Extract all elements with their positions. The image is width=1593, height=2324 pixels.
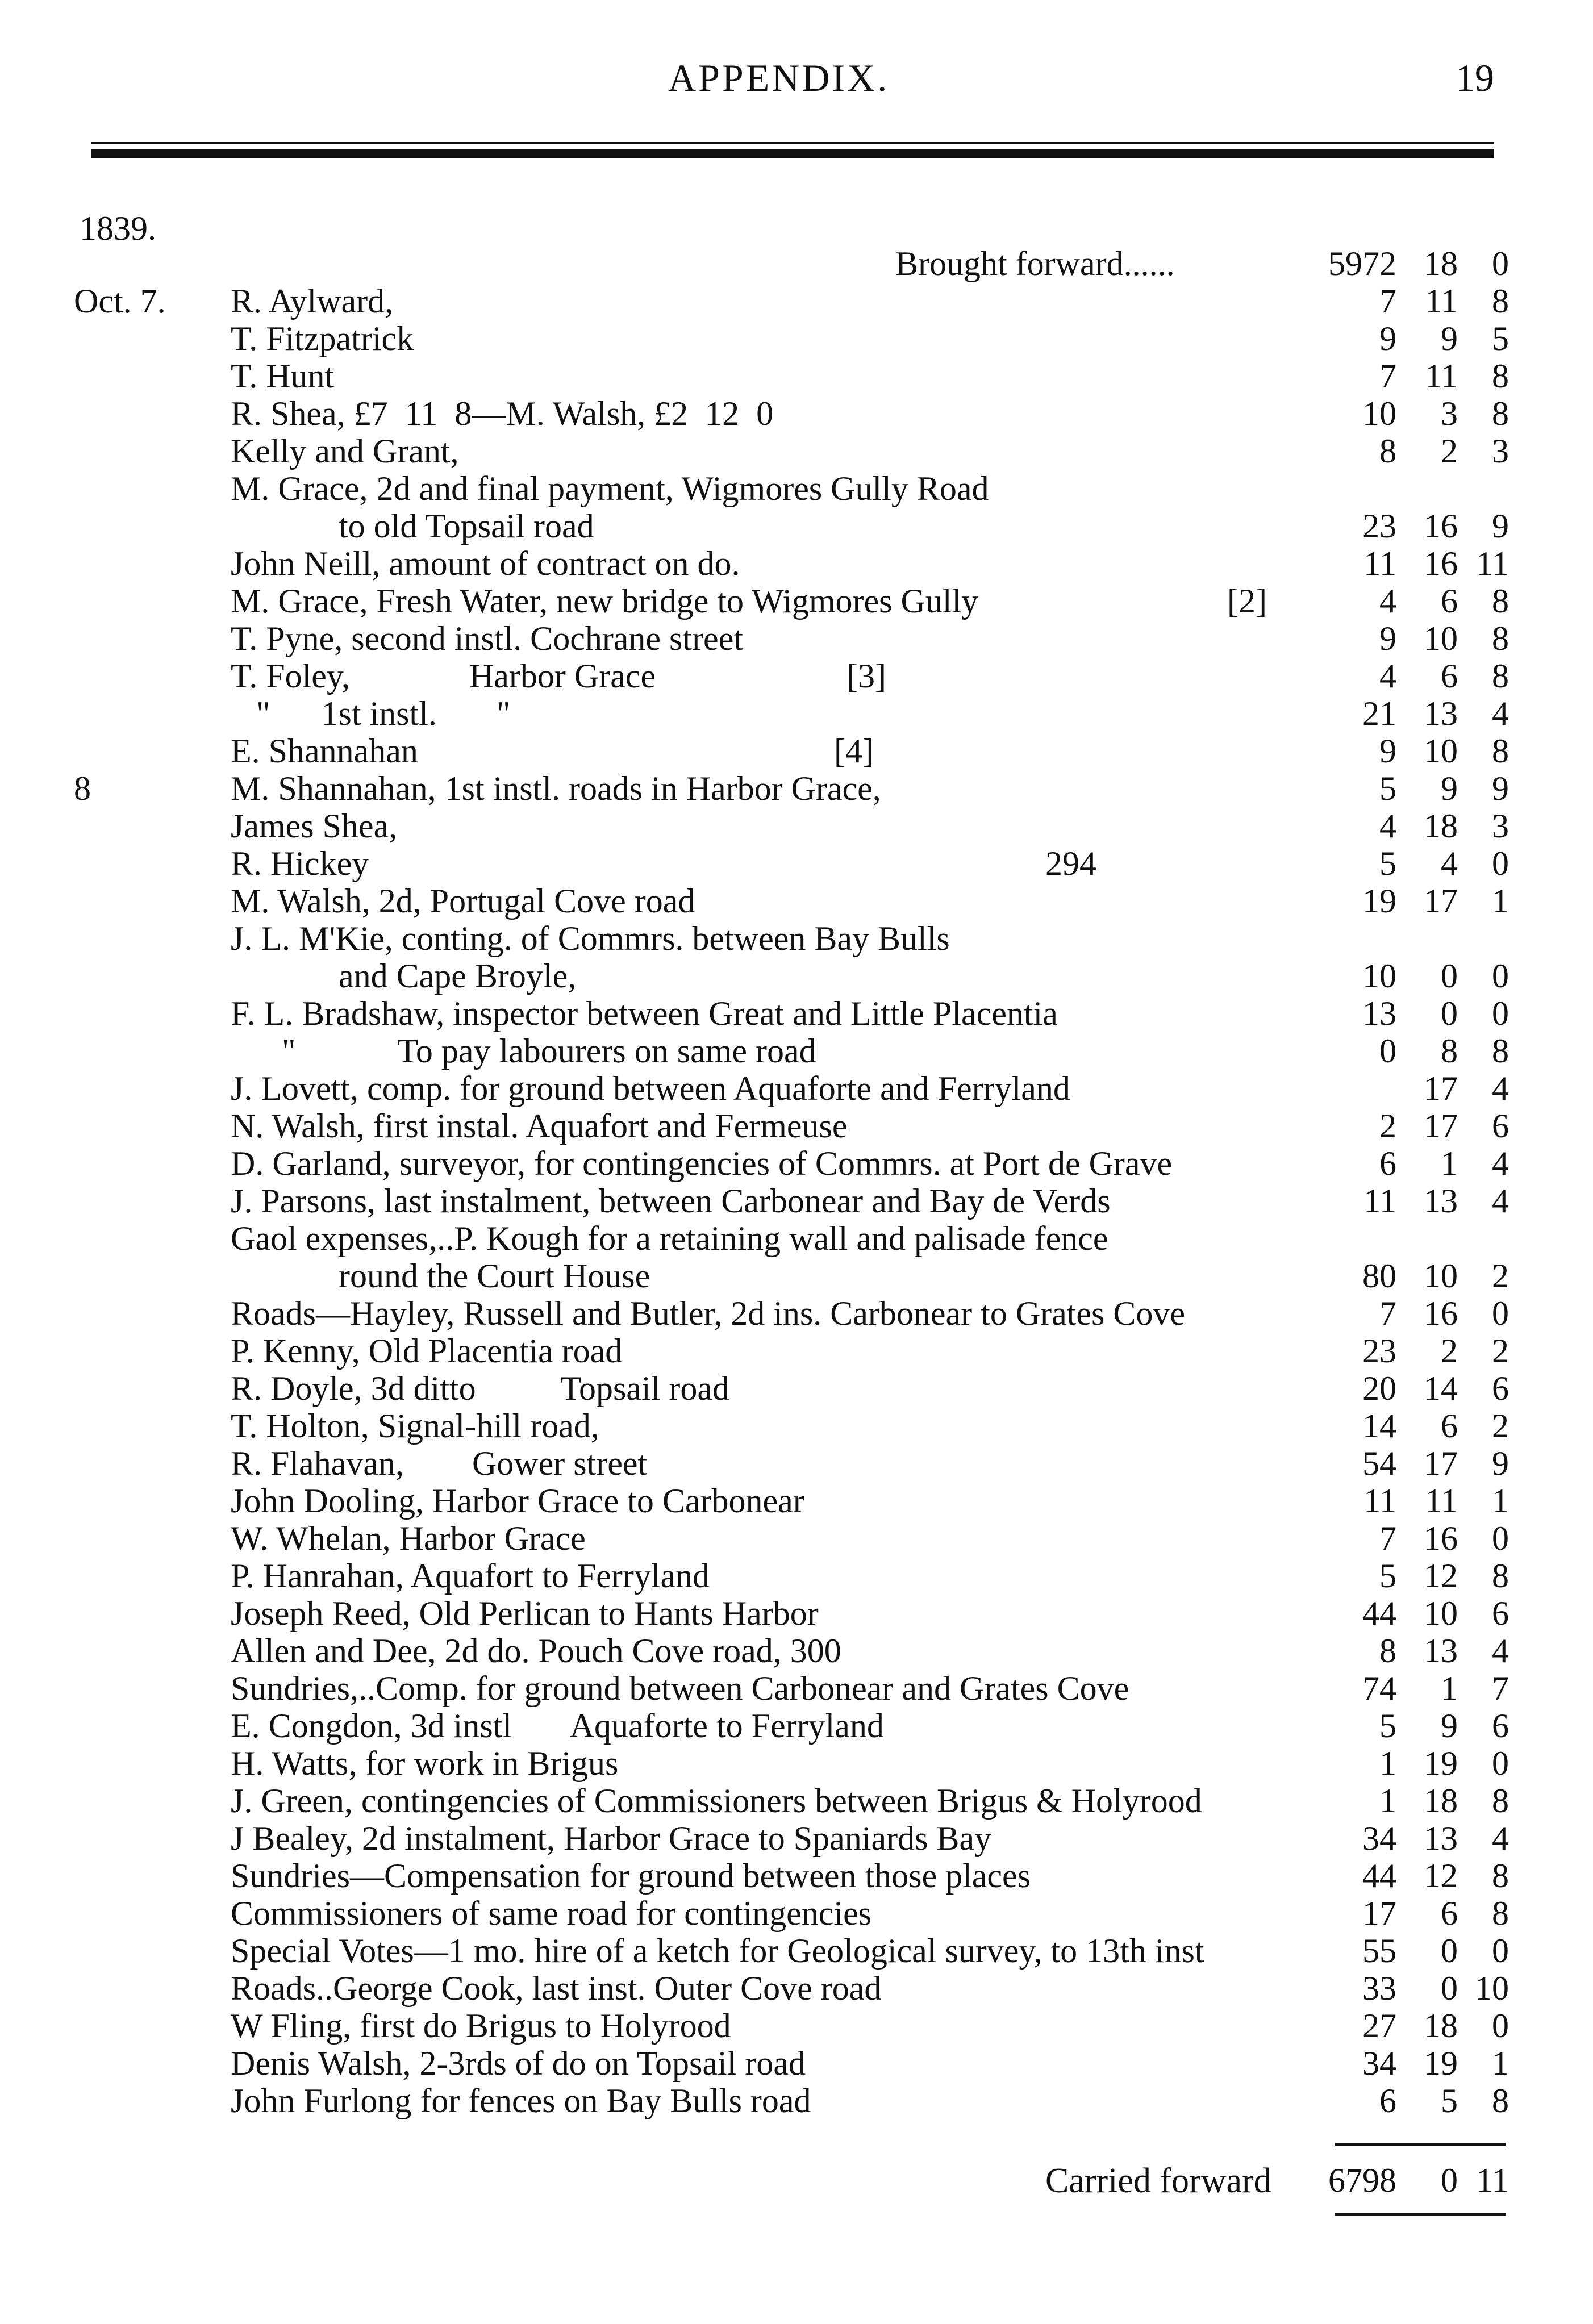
entry-pence: 10 <box>1475 1970 1509 2007</box>
entry-description: James Shea, <box>231 807 398 845</box>
entry-description: T. Pyne, second instl. Cochrane street <box>231 620 743 657</box>
entry-shillings: 9 <box>1441 320 1458 357</box>
entry-pence: 8 <box>1492 732 1509 770</box>
ledger-row <box>0 1182 1593 1219</box>
entry-description: J. Green, contingencies of Commissioners between Brigus & Holyrood <box>231 1782 1202 1820</box>
entry-shillings: 19 <box>1424 2045 1458 2082</box>
header-rule-thick <box>91 149 1494 158</box>
brought-forward-shillings: 18 <box>1424 245 1458 282</box>
ledger-row <box>0 1594 1593 1632</box>
entry-description: E. Shannahan <box>231 732 418 770</box>
total-rule-top <box>1335 2143 1506 2146</box>
entry-description: round the Court House <box>339 1257 650 1295</box>
ledger-row <box>0 919 1593 957</box>
entry-description: T. Foley, Harbor Grace <box>231 657 656 695</box>
entry-description: P. Kenny, Old Placentia road <box>231 1332 623 1370</box>
entry-shillings: 11 <box>1425 1482 1458 1520</box>
entry-description: H. Watts, for work in Brigus <box>231 1745 619 1782</box>
ledger-row <box>0 319 1593 357</box>
entry-pounds: 1 <box>1379 1745 1396 1782</box>
entry-description: Kelly and Grant, <box>231 432 459 470</box>
entry-shillings: 16 <box>1424 1295 1458 1332</box>
ledger-row <box>0 1069 1593 1107</box>
entry-pounds: 4 <box>1379 657 1396 695</box>
total-rule-bottom <box>1335 2213 1506 2216</box>
ledger-row <box>0 582 1593 619</box>
entry-pence: 0 <box>1492 957 1509 995</box>
entry-description: W. Whelan, Harbor Grace <box>231 1520 586 1557</box>
ledger-row <box>0 807 1593 844</box>
entry-shillings: 11 <box>1425 282 1458 320</box>
entry-shillings: 17 <box>1424 882 1458 920</box>
entry-description: John Neill, amount of contract on do. <box>231 545 740 582</box>
entry-description: " To pay labourers on same road <box>231 1032 816 1070</box>
entry-description: M. Walsh, 2d, Portugal Cove road <box>231 882 695 920</box>
entry-shillings: 2 <box>1441 1332 1458 1370</box>
entry-description: J. L. M'Kie, conting. of Commrs. between Bay Bulls <box>231 920 950 957</box>
entry-pence: 9 <box>1492 507 1509 545</box>
entry-shillings: 12 <box>1424 1857 1458 1895</box>
entry-shillings: 4 <box>1441 845 1458 882</box>
entry-description: Joseph Reed, Old Perlican to Hants Harbor <box>231 1595 819 1632</box>
entry-shillings: 0 <box>1441 957 1458 995</box>
ledger-row <box>0 544 1593 582</box>
entry-shillings: 17 <box>1424 1445 1458 1482</box>
entry-pounds: 74 <box>1362 1670 1396 1707</box>
entry-pence: 8 <box>1492 1857 1509 1895</box>
entry-pounds: 11 <box>1363 1482 1396 1520</box>
entry-pence: 0 <box>1492 995 1509 1032</box>
brought-forward-pounds: 5972 <box>1328 245 1396 282</box>
entry-pence: 9 <box>1492 1445 1509 1482</box>
entry-description: T. Hunt <box>231 357 335 395</box>
entry-pence: 4 <box>1492 695 1509 732</box>
entry-pounds: 7 <box>1379 1295 1396 1332</box>
ledger-row <box>0 1369 1593 1407</box>
entry-pence: 6 <box>1492 1707 1509 1745</box>
entry-pounds: 8 <box>1379 432 1396 470</box>
entry-shillings: 13 <box>1424 1820 1458 1857</box>
entry-note: [2] <box>1227 582 1267 620</box>
entry-description: D. Garland, surveyor, for contingencies of Commrs. at Port de Grave <box>231 1145 1173 1182</box>
entry-pounds: 1 <box>1379 1782 1396 1820</box>
entry-shillings: 16 <box>1424 507 1458 545</box>
ledger-row <box>0 507 1593 544</box>
entry-shillings: 18 <box>1424 2007 1458 2045</box>
entry-shillings: 9 <box>1441 1707 1458 1745</box>
entry-pence: 0 <box>1492 1745 1509 1782</box>
entry-pence: 5 <box>1492 320 1509 357</box>
entry-pence: 8 <box>1492 395 1509 432</box>
entry-shillings: 18 <box>1424 807 1458 845</box>
entry-description: Sundries,..Comp. for ground between Carbonear and Grates Cove <box>231 1670 1129 1707</box>
ledger-row <box>0 357 1593 394</box>
entry-pounds: 9 <box>1379 732 1396 770</box>
entry-pounds: 0 <box>1379 1032 1396 1070</box>
ledger-row <box>0 882 1593 919</box>
ledger-row <box>0 469 1593 507</box>
entry-pence: 2 <box>1492 1407 1509 1445</box>
entry-shillings: 10 <box>1424 1257 1458 1295</box>
entry-description: F. L. Bradshaw, inspector between Great and Little Placentia <box>231 995 1058 1032</box>
entry-description: Roads..George Cook, last inst. Outer Cove road <box>231 1970 882 2007</box>
entry-pounds: 6 <box>1379 1145 1396 1182</box>
entry-shillings: 13 <box>1424 695 1458 732</box>
entry-description: E. Congdon, 3d instl Aquaforte to Ferryland <box>231 1707 884 1745</box>
entry-shillings: 3 <box>1441 395 1458 432</box>
entry-description: Gaol expenses,..P. Kough for a retaining wall and palisade fence <box>231 1220 1108 1257</box>
entry-pounds: 4 <box>1379 807 1396 845</box>
entry-pounds: 80 <box>1362 1257 1396 1295</box>
entry-pounds: 7 <box>1379 357 1396 395</box>
entry-pence: 2 <box>1492 1257 1509 1295</box>
ledger-row <box>0 394 1593 432</box>
entry-pence: 4 <box>1492 1820 1509 1857</box>
entry-pounds: 34 <box>1362 2045 1396 2082</box>
ledger-row <box>0 1819 1593 1856</box>
entry-description: R. Shea, £7 11 8—M. Walsh, £2 12 0 <box>231 395 774 432</box>
ledger-row <box>0 1444 1593 1482</box>
entry-date: Oct. 7. <box>74 282 166 320</box>
entry-description: Commissioners of same road for contingencies <box>231 1895 872 1932</box>
ledger-row <box>0 732 1593 769</box>
entry-pence: 8 <box>1492 1032 1509 1070</box>
header-rule-thin <box>91 142 1494 144</box>
entry-pence: 3 <box>1492 432 1509 470</box>
entry-shillings: 10 <box>1424 620 1458 657</box>
entry-pence: 4 <box>1492 1182 1509 1220</box>
entry-pence: 4 <box>1492 1070 1509 1107</box>
entry-shillings: 5 <box>1441 2082 1458 2119</box>
entry-pence: 4 <box>1492 1145 1509 1182</box>
ledger-row <box>0 1407 1593 1444</box>
entry-shillings: 6 <box>1441 1407 1458 1445</box>
entry-pence: 6 <box>1492 1107 1509 1145</box>
year-label: 1839. <box>80 210 156 247</box>
entry-description: R. Doyle, 3d ditto Topsail road <box>231 1370 729 1407</box>
entry-description: J. Lovett, comp. for ground between Aquaforte and Ferryland <box>231 1070 1070 1107</box>
entry-shillings: 18 <box>1424 1782 1458 1820</box>
entry-shillings: 10 <box>1424 732 1458 770</box>
entry-pounds: 54 <box>1362 1445 1396 1482</box>
entry-description: T. Holton, Signal-hill road, <box>231 1407 599 1445</box>
entry-pence: 4 <box>1492 1632 1509 1670</box>
entry-shillings: 19 <box>1424 1745 1458 1782</box>
entry-shillings: 16 <box>1424 545 1458 582</box>
entry-pounds: 5 <box>1379 1557 1396 1595</box>
ledger-row <box>0 2044 1593 2081</box>
entry-shillings: 14 <box>1424 1370 1458 1407</box>
ledger-row <box>0 1257 1593 1294</box>
ledger-row <box>0 694 1593 732</box>
entry-description: M. Grace, 2d and final payment, Wigmores Gully Road <box>231 470 989 507</box>
entry-pounds: 17 <box>1362 1895 1396 1932</box>
entry-description: Allen and Dee, 2d do. Pouch Cove road, 300 <box>231 1632 841 1670</box>
entry-pence: 7 <box>1492 1670 1509 1707</box>
entry-shillings: 6 <box>1441 657 1458 695</box>
entry-pounds: 14 <box>1362 1407 1396 1445</box>
ledger-row <box>0 1781 1593 1819</box>
entry-description: P. Hanrahan, Aquafort to Ferryland <box>231 1557 710 1595</box>
ledger-row <box>0 994 1593 1032</box>
ledger-row <box>0 1707 1593 1744</box>
entry-pence: 6 <box>1492 1370 1509 1407</box>
entry-pounds: 23 <box>1362 507 1396 545</box>
entry-pence: 8 <box>1492 1895 1509 1932</box>
entry-description: Special Votes—1 mo. hire of a ketch for Geological survey, to 13th inst <box>231 1932 1204 1970</box>
ledger-row <box>0 1632 1593 1669</box>
entry-description: " 1st instl. " <box>231 695 511 732</box>
ledger-row <box>0 1107 1593 1144</box>
entry-pounds: 21 <box>1362 695 1396 732</box>
page-title: APPENDIX. <box>668 56 890 99</box>
entry-description: T. Fitzpatrick <box>231 320 414 357</box>
ledger-row <box>0 619 1593 657</box>
entry-shillings: 2 <box>1441 432 1458 470</box>
entry-pounds: 27 <box>1362 2007 1396 2045</box>
entry-shillings: 11 <box>1425 357 1458 395</box>
entry-shillings: 0 <box>1441 1932 1458 1970</box>
entry-pounds: 34 <box>1362 1820 1396 1857</box>
entry-pence: 8 <box>1492 620 1509 657</box>
entry-pounds: 44 <box>1362 1595 1396 1632</box>
entry-pounds: 8 <box>1379 1632 1396 1670</box>
entry-shillings: 0 <box>1441 1970 1458 2007</box>
entry-pence: 8 <box>1492 357 1509 395</box>
entry-pounds: 9 <box>1379 320 1396 357</box>
entry-pence: 9 <box>1492 770 1509 807</box>
entry-description: to old Topsail road <box>339 507 594 545</box>
entry-pence: 2 <box>1492 1332 1509 1370</box>
entry-pounds: 5 <box>1379 1707 1396 1745</box>
entry-pounds: 10 <box>1362 957 1396 995</box>
entry-pounds: 13 <box>1362 995 1396 1032</box>
entry-pounds: 5 <box>1379 845 1396 882</box>
entry-description: Roads—Hayley, Russell and Butler, 2d ins. Carbonear to Grates Cove <box>231 1295 1186 1332</box>
entry-pence: 1 <box>1492 882 1509 920</box>
brought-forward-label: Brought forward...... <box>895 245 1175 282</box>
entry-shillings: 0 <box>1441 995 1458 1032</box>
entry-note: [4] <box>834 732 874 770</box>
entry-shillings: 12 <box>1424 1557 1458 1595</box>
ledger-row <box>0 1144 1593 1182</box>
entry-pounds: 10 <box>1362 395 1396 432</box>
entry-pence: 8 <box>1492 657 1509 695</box>
entry-shillings: 8 <box>1441 1032 1458 1070</box>
entry-description: J Bealey, 2d instalment, Harbor Grace to Spaniards Bay <box>231 1820 992 1857</box>
ledger-row <box>0 1969 1593 2006</box>
carried-forward-pence: 11 <box>1476 2162 1509 2199</box>
entry-description: W Fling, first do Brigus to Holyrood <box>231 2007 731 2045</box>
entry-pence: 0 <box>1492 1932 1509 1970</box>
entry-pounds: 5 <box>1379 770 1396 807</box>
entry-description: John Dooling, Harbor Grace to Carbonear <box>231 1482 804 1520</box>
entry-pence: 8 <box>1492 1557 1509 1595</box>
ledger-row <box>0 432 1593 469</box>
entry-shillings: 13 <box>1424 1182 1458 1220</box>
entry-shillings: 9 <box>1441 770 1458 807</box>
entry-pence: 1 <box>1492 1482 1509 1520</box>
entry-pounds: 9 <box>1379 620 1396 657</box>
entry-pence: 1 <box>1492 2045 1509 2082</box>
entry-pounds: 7 <box>1379 1520 1396 1557</box>
entry-shillings: 10 <box>1424 1595 1458 1632</box>
ledger-row <box>0 1332 1593 1369</box>
entry-shillings: 16 <box>1424 1520 1458 1557</box>
entry-note: 294 <box>1045 845 1096 882</box>
entry-description: R. Aylward, <box>231 282 394 320</box>
ledger-row <box>0 1744 1593 1781</box>
entry-pounds: 44 <box>1362 1857 1396 1895</box>
entry-shillings: 1 <box>1441 1670 1458 1707</box>
entry-date: 8 <box>74 770 91 807</box>
ledger-row <box>0 1931 1593 1969</box>
ledger-row <box>0 282 1593 319</box>
ledger-row <box>0 1294 1593 1332</box>
ledger-row <box>0 1894 1593 1931</box>
brought-forward-pence: 0 <box>1492 245 1509 282</box>
ledger-row <box>0 957 1593 994</box>
ledger-row <box>0 1519 1593 1557</box>
ledger-row <box>0 2006 1593 2044</box>
entry-description: R. Flahavan, Gower street <box>231 1445 648 1482</box>
ledger-row <box>0 1032 1593 1069</box>
entry-pounds: 23 <box>1362 1332 1396 1370</box>
ledger-row <box>0 2081 1593 2119</box>
entry-pence: 3 <box>1492 807 1509 845</box>
entry-shillings: 13 <box>1424 1632 1458 1670</box>
entry-shillings: 1 <box>1441 1145 1458 1182</box>
entry-pence: 0 <box>1492 2007 1509 2045</box>
ledger-row <box>0 1856 1593 1894</box>
carried-forward-shillings: 0 <box>1441 2162 1458 2199</box>
entry-pounds: 6 <box>1379 2082 1396 2119</box>
ledger-row <box>0 1557 1593 1594</box>
ledger-row <box>0 1219 1593 1257</box>
entry-pounds: 11 <box>1363 545 1396 582</box>
entry-description: J. Parsons, last instalment, between Carbonear and Bay de Verds <box>231 1182 1111 1220</box>
entry-pounds: 33 <box>1362 1970 1396 2007</box>
ledger-row <box>0 657 1593 694</box>
entry-pounds: 2 <box>1379 1107 1396 1145</box>
entry-pence: 6 <box>1492 1595 1509 1632</box>
entry-pounds: 11 <box>1363 1182 1396 1220</box>
entry-pounds: 20 <box>1362 1370 1396 1407</box>
entry-pounds: 19 <box>1362 882 1396 920</box>
carried-forward-label: Carried forward <box>1045 2162 1271 2200</box>
entry-description: R. Hickey <box>231 845 369 882</box>
entry-shillings: 17 <box>1424 1107 1458 1145</box>
entry-description: and Cape Broyle, <box>339 957 577 995</box>
entry-pence: 0 <box>1492 1520 1509 1557</box>
entry-pence: 8 <box>1492 2082 1509 2119</box>
entry-shillings: 17 <box>1424 1070 1458 1107</box>
entry-pence: 8 <box>1492 1782 1509 1820</box>
entry-shillings: 6 <box>1441 1895 1458 1932</box>
entry-pence: 0 <box>1492 845 1509 882</box>
entry-shillings: 6 <box>1441 582 1458 620</box>
entry-description: N. Walsh, first instal. Aquafort and Fermeuse <box>231 1107 848 1145</box>
ledger-row <box>0 769 1593 807</box>
entry-description: M. Shannahan, 1st instl. roads in Harbor Grace, <box>231 770 881 807</box>
entry-pence: 11 <box>1476 545 1509 582</box>
entry-description: Denis Walsh, 2-3rds of do on Topsail road <box>231 2045 806 2082</box>
entry-pounds: 55 <box>1362 1932 1396 1970</box>
entry-pence: 0 <box>1492 1295 1509 1332</box>
ledger-row <box>0 1669 1593 1707</box>
entry-pounds: 4 <box>1379 582 1396 620</box>
entry-description: M. Grace, Fresh Water, new bridge to Wigmores Gully <box>231 582 979 620</box>
carried-forward-pounds: 6798 <box>1328 2162 1396 2199</box>
entry-description: John Furlong for fences on Bay Bulls road <box>231 2082 811 2119</box>
entry-note: [3] <box>846 657 886 695</box>
ledger-row <box>0 844 1593 882</box>
entry-pounds: 7 <box>1379 282 1396 320</box>
entry-pence: 8 <box>1492 282 1509 320</box>
ledger-row <box>0 1482 1593 1519</box>
page-number: 19 <box>1456 56 1494 99</box>
entry-description: Sundries—Compensation for ground between those places <box>231 1857 1031 1895</box>
entry-pence: 8 <box>1492 582 1509 620</box>
